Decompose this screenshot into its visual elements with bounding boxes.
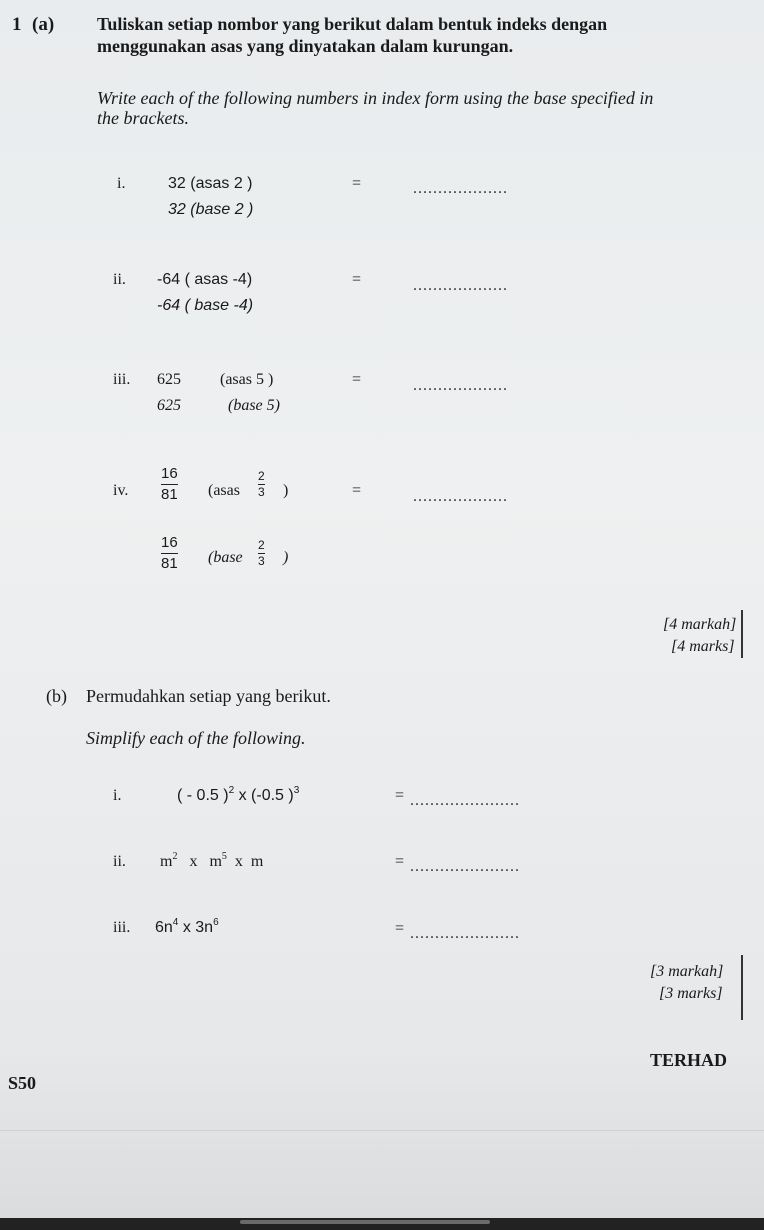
item-a3-equals: = bbox=[352, 371, 362, 388]
item-a4-fraction-en bbox=[161, 535, 178, 572]
fraction-denominator: 81 bbox=[161, 486, 178, 503]
item-b2-operator-2: x bbox=[234, 853, 243, 870]
fraction-numerator: 2 bbox=[258, 538, 265, 552]
scrollbar-handle[interactable] bbox=[240, 1220, 490, 1224]
item-a4-close-paren-en: ) bbox=[283, 549, 289, 566]
paper-code: S50 bbox=[8, 1073, 37, 1093]
item-b2-equals: = bbox=[395, 853, 405, 870]
page-edge-line bbox=[0, 1130, 764, 1131]
item-a4-base-fraction-en bbox=[258, 539, 265, 568]
item-b2-answer-blank[interactable]: ...................... bbox=[410, 858, 520, 875]
marks-b-ms: [3 markah] bbox=[650, 963, 724, 980]
item-a4-base-fraction-ms bbox=[258, 470, 265, 499]
item-b3-roman: iii. bbox=[113, 919, 131, 936]
item-a4-base-label: (base bbox=[208, 549, 243, 566]
item-a2-en: -64 ( base -4) bbox=[157, 297, 254, 314]
terhad-label: TERHAD bbox=[650, 1050, 728, 1070]
item-a2-roman: ii. bbox=[113, 271, 126, 288]
margin-line bbox=[741, 955, 743, 1020]
fraction-bar bbox=[161, 553, 178, 554]
item-b1-roman: i. bbox=[113, 787, 122, 804]
item-a3-number-en: 625 bbox=[157, 397, 181, 414]
item-a4-equals: = bbox=[352, 482, 362, 499]
instruction-en-line2: the brackets. bbox=[97, 108, 189, 128]
item-a1-en: 32 (base 2 ) bbox=[168, 201, 254, 218]
item-a4-close-paren-ms: ) bbox=[283, 482, 289, 499]
fraction-bar bbox=[161, 484, 178, 485]
margin-line bbox=[741, 610, 743, 658]
item-b2-exp-a: 2 bbox=[172, 851, 178, 862]
item-a1-roman: i. bbox=[117, 175, 126, 192]
instruction-ms-line2: menggunakan asas yang dinyatakan dalam kurungan. bbox=[97, 36, 514, 56]
item-b3-term-a: 6n bbox=[155, 919, 173, 936]
item-a2-ms: -64 ( asas -4) bbox=[157, 271, 253, 288]
item-b1-exp-a: 2 bbox=[228, 785, 235, 796]
item-b3-term-b: 3n bbox=[195, 919, 214, 936]
item-b3-operator: x bbox=[182, 919, 191, 936]
marks-b-en: [3 marks] bbox=[659, 985, 723, 1002]
item-b2-term-c: m bbox=[250, 853, 264, 870]
item-a1-ms: 32 (asas 2 ) bbox=[168, 175, 253, 192]
item-a3-base-ms: (asas 5 ) bbox=[220, 371, 274, 388]
item-b2-term-b: m bbox=[209, 853, 222, 870]
item-a3-answer-blank[interactable]: ................... bbox=[413, 377, 508, 394]
item-b1-answer-blank[interactable]: ...................... bbox=[410, 792, 520, 809]
item-b2-term-a: m bbox=[160, 853, 173, 870]
item-b1-expression bbox=[177, 787, 299, 805]
fraction-numerator: 2 bbox=[258, 469, 265, 483]
item-a1-answer-blank[interactable]: ................... bbox=[413, 180, 508, 197]
item-b2-operator-1: x bbox=[189, 853, 198, 870]
item-a3-number-ms: 625 bbox=[157, 371, 181, 388]
part-a-label: (a) bbox=[32, 14, 55, 35]
item-b3-exp-a: 4 bbox=[172, 917, 179, 928]
fraction-numerator: 16 bbox=[161, 465, 178, 482]
item-b2-exp-b: 5 bbox=[221, 851, 227, 862]
fraction-denominator: 81 bbox=[161, 555, 178, 572]
part-b-instruction-en: Simplify each of the following. bbox=[86, 728, 306, 748]
item-a4-answer-blank[interactable]: ................... bbox=[413, 488, 508, 505]
item-b3-answer-blank[interactable]: ...................... bbox=[410, 925, 520, 942]
item-a1-equals: = bbox=[352, 175, 362, 192]
part-b-label: (b) bbox=[46, 686, 67, 706]
fraction-denominator: 3 bbox=[258, 485, 265, 499]
item-b1-exp-b: 3 bbox=[293, 785, 300, 796]
item-b3-exp-b: 6 bbox=[213, 917, 219, 928]
item-a4-fraction-ms bbox=[161, 466, 178, 503]
item-a4-asas-label: (asas bbox=[208, 482, 240, 499]
part-b-instruction-ms: Permudahkan setiap yang berikut. bbox=[86, 686, 331, 706]
item-b1-equals: = bbox=[395, 787, 405, 804]
fraction-denominator: 3 bbox=[258, 554, 265, 568]
item-a4-roman: iv. bbox=[113, 482, 129, 499]
item-b3-expression bbox=[155, 919, 219, 937]
marks-a-en: [4 marks] bbox=[671, 638, 735, 655]
item-b1-term-a: ( - 0.5 ) bbox=[177, 787, 229, 804]
bottom-bar bbox=[0, 1218, 764, 1230]
item-a3-roman: iii. bbox=[113, 371, 131, 388]
marks-a-ms: [4 markah] bbox=[663, 616, 737, 633]
fraction-numerator: 16 bbox=[161, 534, 178, 551]
item-b1-operator: x bbox=[238, 787, 247, 804]
item-b1-term-b: (-0.5 ) bbox=[251, 787, 294, 804]
item-b2-expression bbox=[160, 853, 263, 871]
item-b2-roman: ii. bbox=[113, 853, 126, 870]
question-number: 1 bbox=[12, 14, 22, 35]
item-a3-base-en: (base 5) bbox=[228, 397, 280, 414]
instruction-ms-line1: Tuliskan setiap nombor yang berikut dalam bentuk indeks dengan bbox=[97, 14, 608, 34]
item-a2-equals: = bbox=[352, 271, 362, 288]
item-a2-answer-blank[interactable]: ................... bbox=[413, 277, 508, 294]
item-b3-equals: = bbox=[395, 920, 405, 937]
instruction-en-line1: Write each of the following numbers in index form using the base specified in bbox=[97, 88, 654, 108]
